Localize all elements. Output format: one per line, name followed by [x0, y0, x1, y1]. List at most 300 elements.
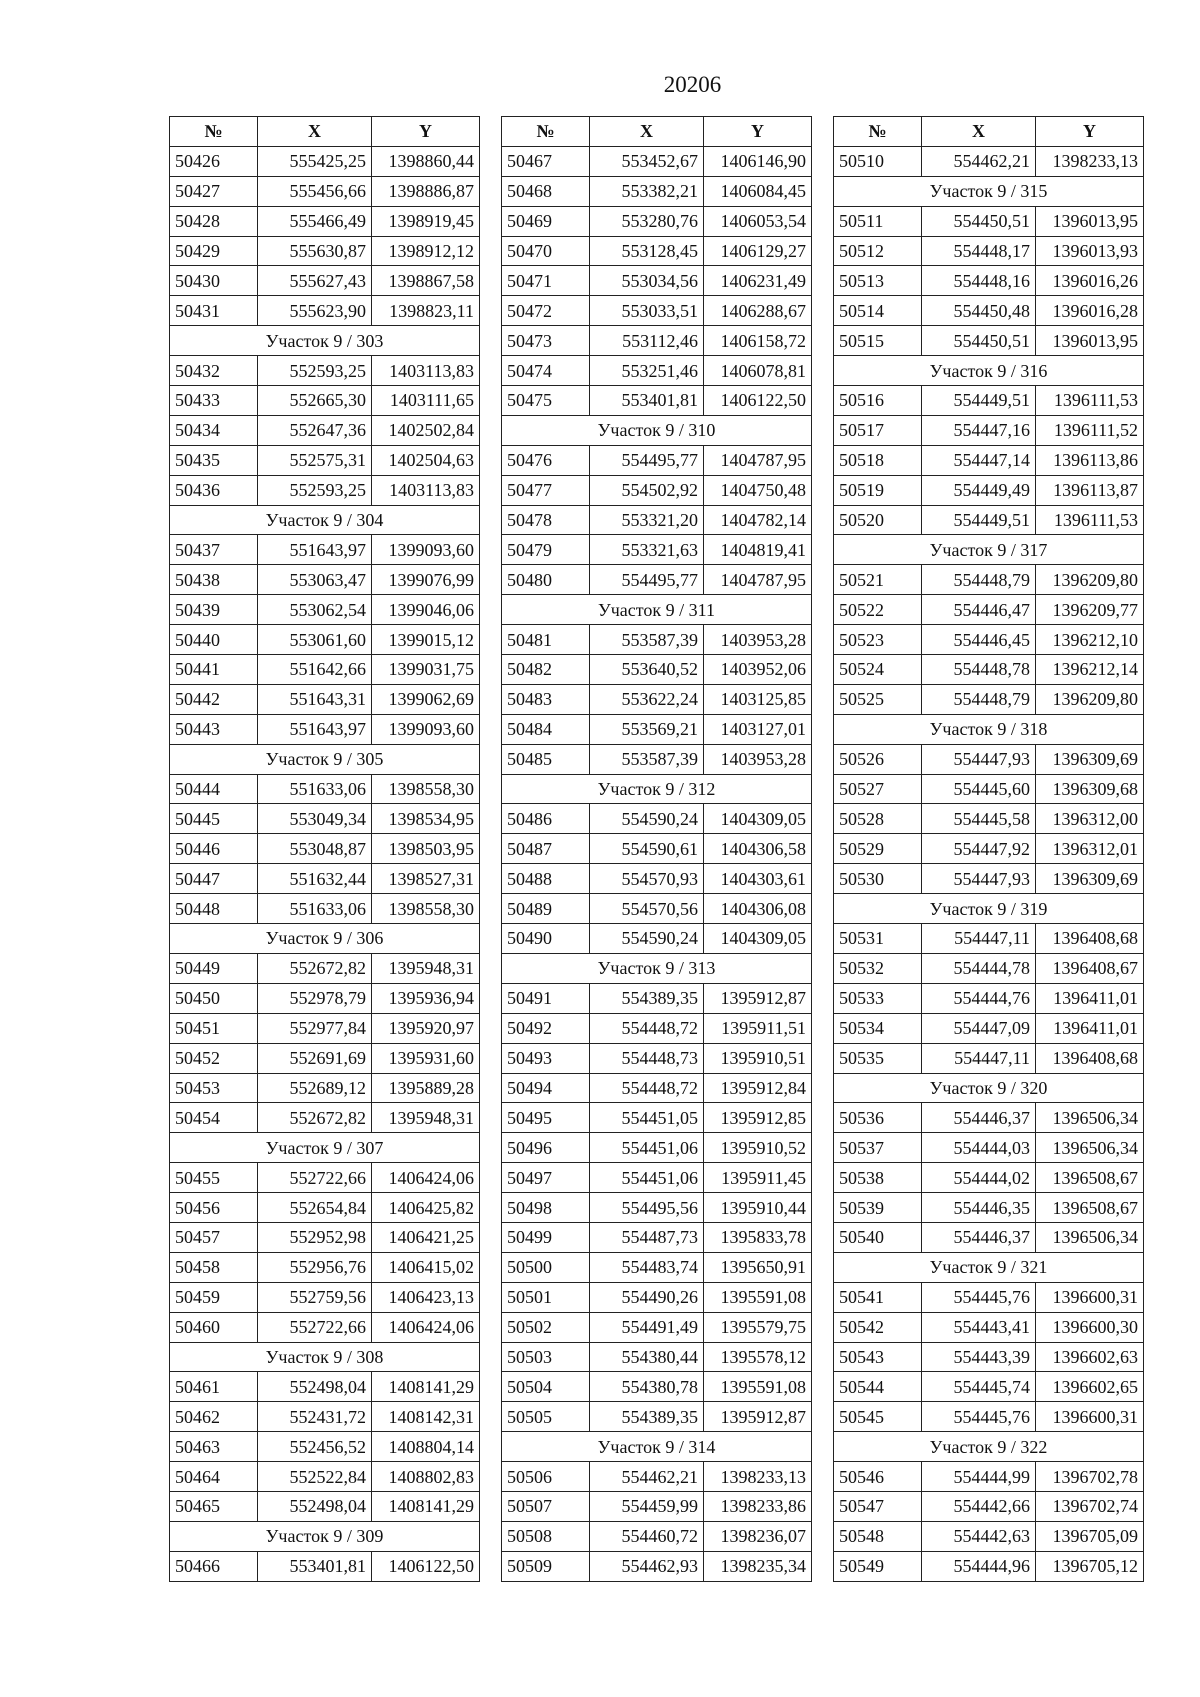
table-row: [834, 1043, 1144, 1073]
point-number: 50446: [170, 834, 258, 864]
x-coordinate: 552952,98: [258, 1222, 372, 1252]
table-row: [502, 864, 812, 894]
table-row: [502, 535, 812, 565]
table-row: [834, 296, 1144, 326]
table-row: [834, 834, 1144, 864]
x-coordinate: 554450,51: [922, 326, 1036, 356]
point-number: 50544: [834, 1372, 922, 1402]
point-number: 50428: [170, 206, 258, 236]
x-coordinate: 554389,35: [590, 1402, 704, 1432]
point-number: 50442: [170, 684, 258, 714]
x-coordinate: 554448,72: [590, 1073, 704, 1103]
point-number: 50538: [834, 1163, 922, 1193]
point-number: 50475: [502, 386, 590, 416]
y-coordinate: 1403113,83: [372, 475, 480, 505]
y-coordinate: 1395912,87: [704, 983, 812, 1013]
point-number: 50452: [170, 1043, 258, 1073]
table-row: [170, 1013, 480, 1043]
x-coordinate: 553569,21: [590, 714, 704, 744]
y-coordinate: 1395591,08: [704, 1372, 812, 1402]
x-coordinate: 553049,34: [258, 804, 372, 834]
table-row: [502, 505, 812, 535]
table-row: [834, 924, 1144, 954]
table-row: [502, 1222, 812, 1252]
table-row: [502, 804, 812, 834]
x-coordinate: 554444,02: [922, 1163, 1036, 1193]
section-title: Участок 9 / 313: [502, 953, 812, 983]
section-title: Участок 9 / 311: [502, 595, 812, 625]
table-row: [834, 475, 1144, 505]
y-coordinate: 1406146,90: [704, 146, 812, 176]
x-coordinate: 552691,69: [258, 1043, 372, 1073]
y-coordinate: 1396506,34: [1036, 1103, 1144, 1133]
y-coordinate: 1396506,34: [1036, 1133, 1144, 1163]
y-coordinate: 1395948,31: [372, 1103, 480, 1133]
y-coordinate: 1395931,60: [372, 1043, 480, 1073]
table-row: [834, 983, 1144, 1013]
y-coordinate: 1396408,67: [1036, 953, 1144, 983]
x-coordinate: 552722,66: [258, 1312, 372, 1342]
y-coordinate: 1404787,95: [704, 445, 812, 475]
table-row: [834, 1312, 1144, 1342]
x-coordinate: 554451,06: [590, 1163, 704, 1193]
table-row: [502, 714, 812, 744]
x-coordinate: 551643,97: [258, 535, 372, 565]
point-number: 50549: [834, 1551, 922, 1581]
y-coordinate: 1406424,06: [372, 1312, 480, 1342]
table-row: [170, 1163, 480, 1193]
table-row: [170, 1282, 480, 1312]
x-coordinate: 554445,76: [922, 1282, 1036, 1312]
table-row: [502, 1282, 812, 1312]
x-coordinate: 555630,87: [258, 236, 372, 266]
point-number: 50467: [502, 146, 590, 176]
table-row: [170, 296, 480, 326]
x-coordinate: 554448,79: [922, 684, 1036, 714]
y-coordinate: 1396408,68: [1036, 1043, 1144, 1073]
point-number: 50510: [834, 146, 922, 176]
table-row: [502, 983, 812, 1013]
point-number: 50518: [834, 445, 922, 475]
x-coordinate: 554450,51: [922, 206, 1036, 236]
x-coordinate: 551632,44: [258, 864, 372, 894]
y-coordinate: 1396016,26: [1036, 266, 1144, 296]
y-coordinate: 1396600,31: [1036, 1282, 1144, 1312]
y-coordinate: 1406231,49: [704, 266, 812, 296]
y-coordinate: 1398233,13: [704, 1462, 812, 1492]
x-coordinate: 554444,96: [922, 1551, 1036, 1581]
point-number: 50535: [834, 1043, 922, 1073]
y-coordinate: 1403127,01: [704, 714, 812, 744]
x-coordinate: 554448,78: [922, 655, 1036, 685]
x-coordinate: 554446,37: [922, 1103, 1036, 1133]
section-title: Участок 9 / 319: [834, 894, 1144, 924]
table-row: [502, 356, 812, 386]
table-row: [502, 1252, 812, 1282]
point-number: 50469: [502, 206, 590, 236]
point-number: 50436: [170, 475, 258, 505]
y-coordinate: 1398235,34: [704, 1551, 812, 1581]
y-coordinate: 1396212,10: [1036, 625, 1144, 655]
x-coordinate: 552689,12: [258, 1073, 372, 1103]
y-coordinate: 1404750,48: [704, 475, 812, 505]
x-coordinate: 554447,16: [922, 415, 1036, 445]
point-number: 50524: [834, 655, 922, 685]
y-coordinate: 1396309,68: [1036, 774, 1144, 804]
point-number: 50519: [834, 475, 922, 505]
section-header-row: [834, 356, 1144, 386]
coordinates-table-1: [169, 116, 480, 1582]
point-number: 50532: [834, 953, 922, 983]
point-number: 50426: [170, 146, 258, 176]
table-row: [170, 714, 480, 744]
x-coordinate: 552759,56: [258, 1282, 372, 1312]
section-header-row: [170, 326, 480, 356]
table-row: [170, 535, 480, 565]
table-row: [502, 1372, 812, 1402]
y-coordinate: 1396111,53: [1036, 386, 1144, 416]
y-coordinate: 1406288,67: [704, 296, 812, 326]
point-number: 50477: [502, 475, 590, 505]
point-number: 50478: [502, 505, 590, 535]
point-number: 50447: [170, 864, 258, 894]
table-row: [834, 1551, 1144, 1581]
point-number: 50454: [170, 1103, 258, 1133]
section-header-row: [502, 415, 812, 445]
point-number: 50513: [834, 266, 922, 296]
y-coordinate: 1395578,12: [704, 1342, 812, 1372]
y-coordinate: 1396702,78: [1036, 1462, 1144, 1492]
y-coordinate: 1408142,31: [372, 1402, 480, 1432]
point-number: 50463: [170, 1432, 258, 1462]
point-number: 50448: [170, 894, 258, 924]
section-title: Участок 9 / 308: [170, 1342, 480, 1372]
table-row: [834, 1282, 1144, 1312]
y-coordinate: 1395910,51: [704, 1043, 812, 1073]
y-coordinate: 1398860,44: [372, 146, 480, 176]
header-x: X: [258, 117, 372, 147]
x-coordinate: 554447,11: [922, 924, 1036, 954]
x-coordinate: 554462,21: [922, 146, 1036, 176]
table-row: [170, 1402, 480, 1432]
section-header-row: [170, 1133, 480, 1163]
point-number: 50492: [502, 1013, 590, 1043]
table-row: [170, 146, 480, 176]
section-title: Участок 9 / 304: [170, 505, 480, 535]
point-number: 50548: [834, 1521, 922, 1551]
y-coordinate: 1402502,84: [372, 415, 480, 445]
x-coordinate: 552722,66: [258, 1163, 372, 1193]
point-number: 50506: [502, 1462, 590, 1492]
section-header-row: [502, 953, 812, 983]
y-coordinate: 1395889,28: [372, 1073, 480, 1103]
section-header-row: [170, 744, 480, 774]
point-number: 50445: [170, 804, 258, 834]
x-coordinate: 554446,37: [922, 1222, 1036, 1252]
table-row: [170, 1462, 480, 1492]
y-coordinate: 1402504,63: [372, 445, 480, 475]
header-x: X: [590, 117, 704, 147]
table-row: [834, 655, 1144, 685]
table-row: [502, 1043, 812, 1073]
point-number: 50504: [502, 1372, 590, 1402]
point-number: 50503: [502, 1342, 590, 1372]
y-coordinate: 1404309,05: [704, 804, 812, 834]
y-coordinate: 1395912,84: [704, 1073, 812, 1103]
y-coordinate: 1395579,75: [704, 1312, 812, 1342]
table-row: [502, 1163, 812, 1193]
y-coordinate: 1404782,14: [704, 505, 812, 535]
point-number: 50482: [502, 655, 590, 685]
x-coordinate: 553640,52: [590, 655, 704, 685]
y-coordinate: 1396508,67: [1036, 1193, 1144, 1223]
table-row: [502, 1193, 812, 1223]
x-coordinate: 554380,44: [590, 1342, 704, 1372]
y-coordinate: 1398558,30: [372, 774, 480, 804]
y-coordinate: 1406122,50: [704, 386, 812, 416]
y-coordinate: 1399076,99: [372, 565, 480, 595]
x-coordinate: 555456,66: [258, 176, 372, 206]
table-row: [834, 684, 1144, 714]
x-coordinate: 554445,76: [922, 1402, 1036, 1432]
y-coordinate: 1403111,65: [372, 386, 480, 416]
point-number: 50441: [170, 655, 258, 685]
point-number: 50541: [834, 1282, 922, 1312]
header-y: Y: [372, 117, 480, 147]
point-number: 50512: [834, 236, 922, 266]
y-coordinate: 1395910,52: [704, 1133, 812, 1163]
table-row: [170, 1043, 480, 1073]
y-coordinate: 1395911,45: [704, 1163, 812, 1193]
y-coordinate: 1395936,94: [372, 983, 480, 1013]
x-coordinate: 553048,87: [258, 834, 372, 864]
x-coordinate: 553587,39: [590, 625, 704, 655]
y-coordinate: 1399015,12: [372, 625, 480, 655]
section-title: Участок 9 / 321: [834, 1252, 1144, 1282]
x-coordinate: 553033,51: [590, 296, 704, 326]
x-coordinate: 553321,63: [590, 535, 704, 565]
table-row: [170, 236, 480, 266]
point-number: 50533: [834, 983, 922, 1013]
table-row: [502, 146, 812, 176]
y-coordinate: 1395948,31: [372, 953, 480, 983]
table-row: [170, 894, 480, 924]
x-coordinate: 554447,93: [922, 744, 1036, 774]
point-number: 50444: [170, 774, 258, 804]
y-coordinate: 1396016,28: [1036, 296, 1144, 326]
table-row: [834, 774, 1144, 804]
y-coordinate: 1396705,12: [1036, 1551, 1144, 1581]
point-number: 50468: [502, 176, 590, 206]
y-coordinate: 1398233,86: [704, 1491, 812, 1521]
point-number: 50453: [170, 1073, 258, 1103]
table-row: [502, 1312, 812, 1342]
point-number: 50495: [502, 1103, 590, 1133]
y-coordinate: 1396602,65: [1036, 1372, 1144, 1402]
x-coordinate: 553061,60: [258, 625, 372, 655]
y-coordinate: 1406122,50: [372, 1551, 480, 1581]
table-row: [502, 1491, 812, 1521]
x-coordinate: 553321,20: [590, 505, 704, 535]
x-coordinate: 552498,04: [258, 1491, 372, 1521]
section-title: Участок 9 / 307: [170, 1133, 480, 1163]
point-number: 50489: [502, 894, 590, 924]
y-coordinate: 1396600,31: [1036, 1402, 1144, 1432]
y-coordinate: 1406158,72: [704, 326, 812, 356]
point-number: 50526: [834, 744, 922, 774]
y-coordinate: 1396411,01: [1036, 1013, 1144, 1043]
table-row: [502, 565, 812, 595]
table-row: [170, 595, 480, 625]
y-coordinate: 1398534,95: [372, 804, 480, 834]
section-header-row: [170, 505, 480, 535]
x-coordinate: 553587,39: [590, 744, 704, 774]
table-row: [834, 864, 1144, 894]
section-title: Участок 9 / 303: [170, 326, 480, 356]
x-coordinate: 553401,81: [258, 1551, 372, 1581]
section-header-row: [170, 924, 480, 954]
table-row: [502, 1133, 812, 1163]
x-coordinate: 552431,72: [258, 1402, 372, 1432]
point-number: 50470: [502, 236, 590, 266]
table-row: [834, 236, 1144, 266]
x-coordinate: 551642,66: [258, 655, 372, 685]
x-coordinate: 554446,35: [922, 1193, 1036, 1223]
table-row: [834, 266, 1144, 296]
point-number: 50546: [834, 1462, 922, 1492]
y-coordinate: 1398236,07: [704, 1521, 812, 1551]
table-row: [502, 326, 812, 356]
table-row: [502, 1342, 812, 1372]
x-coordinate: 552978,79: [258, 983, 372, 1013]
y-coordinate: 1404303,61: [704, 864, 812, 894]
point-number: 50509: [502, 1551, 590, 1581]
section-title: Участок 9 / 315: [834, 176, 1144, 206]
point-number: 50473: [502, 326, 590, 356]
y-coordinate: 1398527,31: [372, 864, 480, 894]
y-coordinate: 1396408,68: [1036, 924, 1144, 954]
table-row: [170, 386, 480, 416]
x-coordinate: 554447,14: [922, 445, 1036, 475]
point-number: 50521: [834, 565, 922, 595]
table-row: [170, 1372, 480, 1402]
section-title: Участок 9 / 320: [834, 1073, 1144, 1103]
point-number: 50459: [170, 1282, 258, 1312]
section-title: Участок 9 / 316: [834, 356, 1144, 386]
table-row: [834, 565, 1144, 595]
table-row: [170, 804, 480, 834]
point-number: 50450: [170, 983, 258, 1013]
x-coordinate: 554447,09: [922, 1013, 1036, 1043]
y-coordinate: 1395912,87: [704, 1402, 812, 1432]
point-number: 50434: [170, 415, 258, 445]
x-coordinate: 554459,99: [590, 1491, 704, 1521]
y-coordinate: 1396013,95: [1036, 326, 1144, 356]
x-coordinate: 554446,47: [922, 595, 1036, 625]
y-coordinate: 1404309,05: [704, 924, 812, 954]
y-coordinate: 1396312,00: [1036, 804, 1144, 834]
table-header-row: [170, 117, 480, 147]
y-coordinate: 1396111,53: [1036, 505, 1144, 535]
x-coordinate: 554483,74: [590, 1252, 704, 1282]
point-number: 50479: [502, 535, 590, 565]
x-coordinate: 554502,92: [590, 475, 704, 505]
x-coordinate: 554445,58: [922, 804, 1036, 834]
point-number: 50476: [502, 445, 590, 475]
table-row: [834, 744, 1144, 774]
x-coordinate: 552672,82: [258, 953, 372, 983]
x-coordinate: 551633,06: [258, 894, 372, 924]
point-number: 50440: [170, 625, 258, 655]
table-row: [502, 1551, 812, 1581]
header-y: Y: [1036, 117, 1144, 147]
point-number: 50543: [834, 1342, 922, 1372]
header-y: Y: [704, 117, 812, 147]
table-row: [834, 1342, 1144, 1372]
point-number: 50438: [170, 565, 258, 595]
table-row: [834, 625, 1144, 655]
table-row: [502, 236, 812, 266]
point-number: 50520: [834, 505, 922, 535]
table-row: [502, 445, 812, 475]
table-row: [834, 505, 1144, 535]
y-coordinate: 1406421,25: [372, 1222, 480, 1252]
x-coordinate: 553382,21: [590, 176, 704, 206]
y-coordinate: 1398233,13: [1036, 146, 1144, 176]
x-coordinate: 554462,93: [590, 1551, 704, 1581]
table-row: [834, 1402, 1144, 1432]
y-coordinate: 1408802,83: [372, 1462, 480, 1492]
table-row: [502, 625, 812, 655]
section-header-row: [502, 774, 812, 804]
y-coordinate: 1404819,41: [704, 535, 812, 565]
point-number: 50466: [170, 1551, 258, 1581]
y-coordinate: 1398886,87: [372, 176, 480, 206]
section-header-row: [834, 176, 1144, 206]
x-coordinate: 554462,21: [590, 1462, 704, 1492]
x-coordinate: 554487,73: [590, 1222, 704, 1252]
y-coordinate: 1398912,12: [372, 236, 480, 266]
header-number: №: [170, 117, 258, 147]
y-coordinate: 1398823,11: [372, 296, 480, 326]
y-coordinate: 1395591,08: [704, 1282, 812, 1312]
x-coordinate: 554495,56: [590, 1193, 704, 1223]
table-row: [502, 266, 812, 296]
table-row: [502, 684, 812, 714]
y-coordinate: 1406084,45: [704, 176, 812, 206]
point-number: 50435: [170, 445, 258, 475]
point-number: 50487: [502, 834, 590, 864]
x-coordinate: 552522,84: [258, 1462, 372, 1492]
y-coordinate: 1396602,63: [1036, 1342, 1144, 1372]
table-row: [170, 1222, 480, 1252]
x-coordinate: 554590,61: [590, 834, 704, 864]
table-row: [170, 1312, 480, 1342]
x-coordinate: 552672,82: [258, 1103, 372, 1133]
point-number: 50531: [834, 924, 922, 954]
point-number: 50515: [834, 326, 922, 356]
point-number: 50465: [170, 1491, 258, 1521]
x-coordinate: 554570,56: [590, 894, 704, 924]
y-coordinate: 1396702,74: [1036, 1491, 1144, 1521]
point-number: 50539: [834, 1193, 922, 1223]
x-coordinate: 553280,76: [590, 206, 704, 236]
point-number: 50474: [502, 356, 590, 386]
y-coordinate: 1408804,14: [372, 1432, 480, 1462]
y-coordinate: 1406425,82: [372, 1193, 480, 1223]
point-number: 50432: [170, 356, 258, 386]
section-title: Участок 9 / 306: [170, 924, 480, 954]
